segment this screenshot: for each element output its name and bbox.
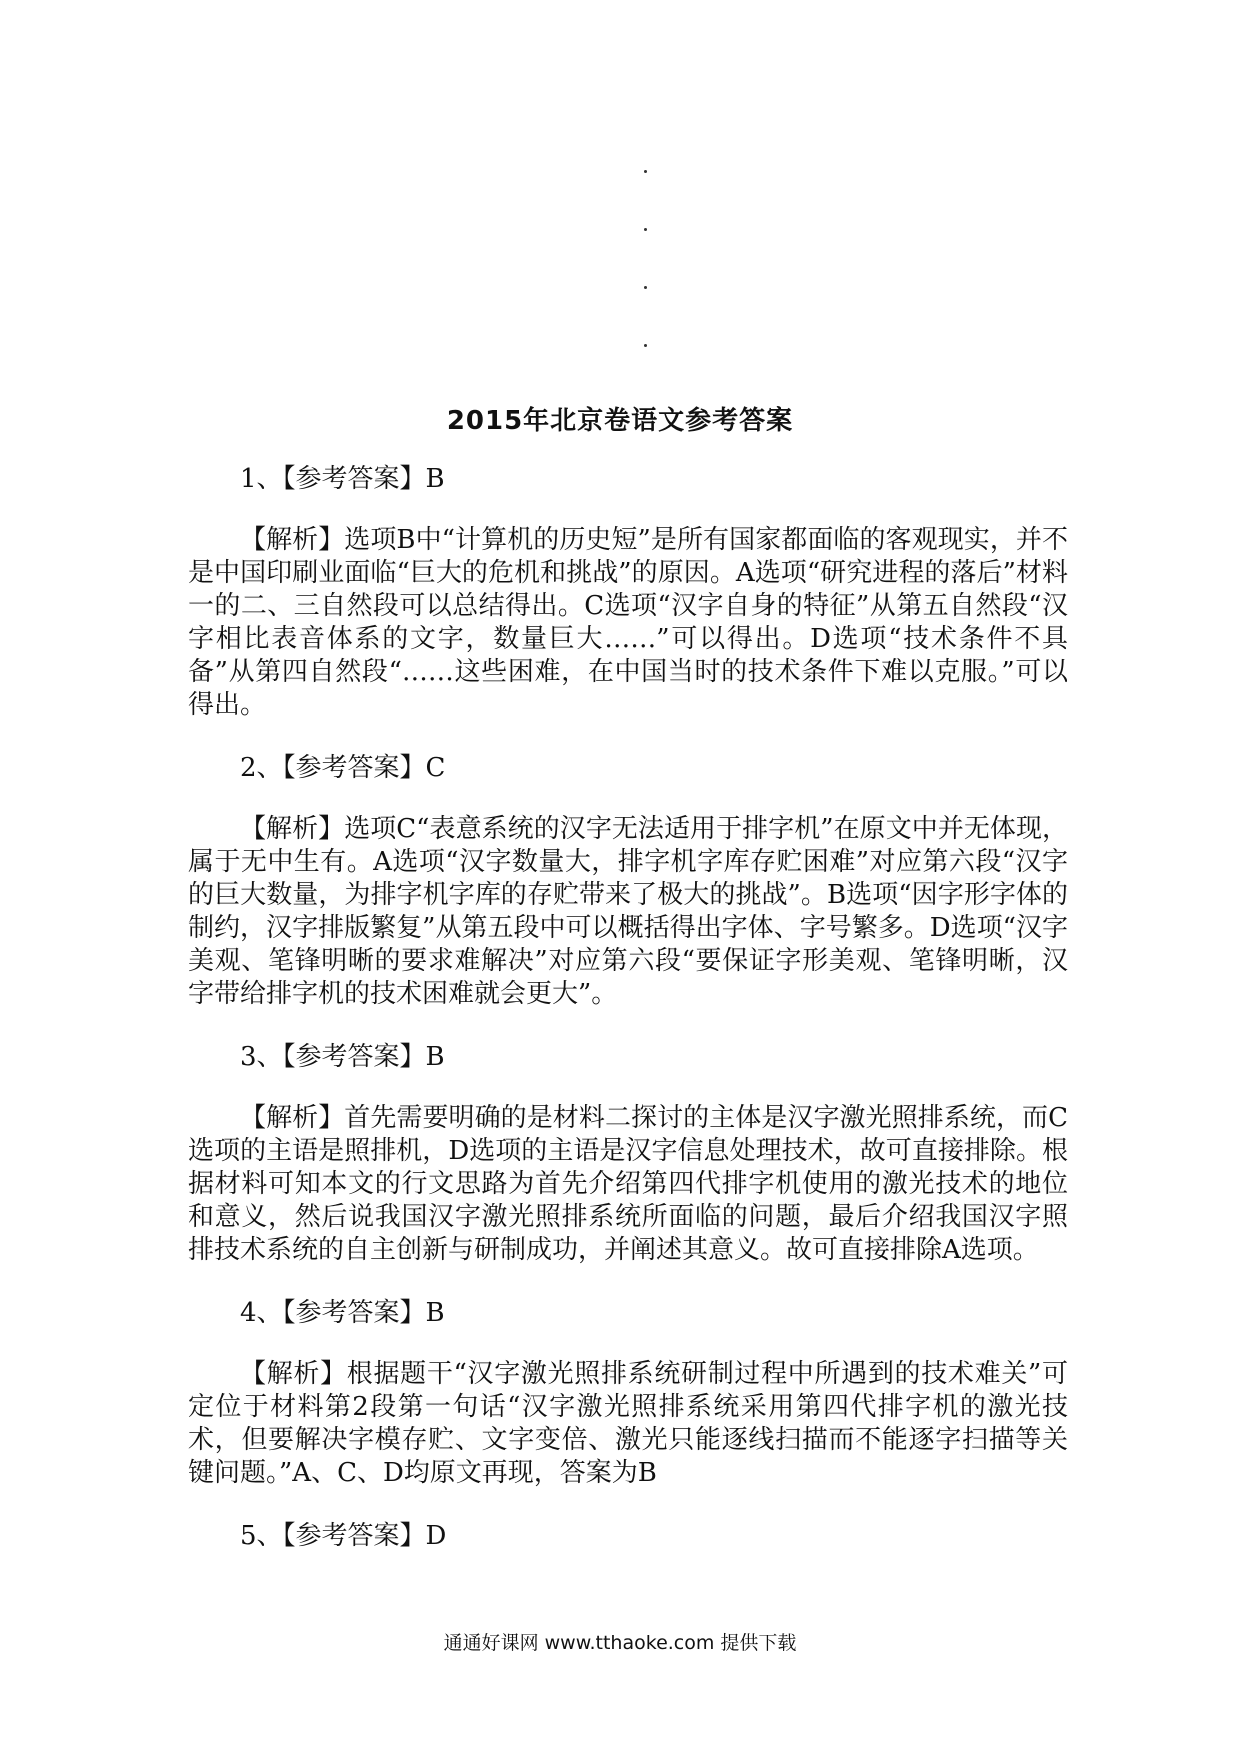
answer-3: 3、【参考答案】B [240, 1042, 445, 1072]
dot [644, 170, 647, 173]
answer-5: 5、【参考答案】D [240, 1521, 447, 1551]
dot [644, 228, 647, 231]
dot [644, 344, 647, 347]
answer-list [188, 462, 1068, 1581]
analysis-2: 【解析】选项C“表意系统的汉字无法适用于排字机”在原文中并无体现，属于无中生有。A选项“汉字数量大，排字机字库存贮困难”对应第六段“汉字的巨大数量，为排字机字库的存贮带来了极大的挑战”。B选项“因字形字体的制约，汉字排版繁复”从第五段中可以概括得出字体、字号繁多。D选项“汉字美观、笔锋明晰的要求难解决”对应第六段“要保证字形美观、笔锋明晰，汉字带给排字机的技术困难就会更大”。 [188, 814, 1068, 1009]
dot [644, 286, 647, 289]
answer-4: 4、【参考答案】B [240, 1298, 445, 1328]
analysis-4: 【解析】根据题干“汉字激光照排系统研制过程中所遇到的技术难关”可定位于材料第2段第一句话“汉字激光照排系统采用第四代排字机的激光技术，但要解决字模存贮、文字变倍、激光只能逐线扫描而不能逐字扫描等关键问题。”A、C、D均原文再现，答案为B [188, 1359, 1068, 1488]
analysis-1: 【解析】选项B中“计算机的历史短”是所有国家都面临的客观现实，并不是中国印刷业面临“巨大的危机和挑战”的原因。A选项“研究进程的落后”材料一的二、三自然段可以总结得出。C选项“汉字自身的特征”从第五自然段“汉字相比表音体系的文字，数量巨大……”可以得出。D选项“技术条件不具备”从第四自然段“……这些困难，在中国当时的技术条件下难以克服。”可以得出。 [188, 525, 1068, 720]
analysis-3: 【解析】首先需要明确的是材料二探讨的主体是汉字激光照排系统，而C选项的主语是照排机，D选项的主语是汉字信息处理技术，故可直接排除。根据材料可知本文的行文思路为首先介绍第四代排字机使用的激光技术的地位和意义，然后说我国汉字激光照排系统所面临的问题，最后介绍我国汉字照排技术系统的自主创新与研制成功，并阐述其意义。故可直接排除A选项。 [188, 1103, 1068, 1265]
answer-1: 1、【参考答案】B [240, 464, 445, 494]
answer-2: 2、【参考答案】C [240, 753, 446, 783]
page-title: 2015年北京卷语文参考答案 [446, 406, 794, 436]
footer-source: 通通好课网 www.tthaoke.com 提供下载 [443, 1632, 797, 1654]
